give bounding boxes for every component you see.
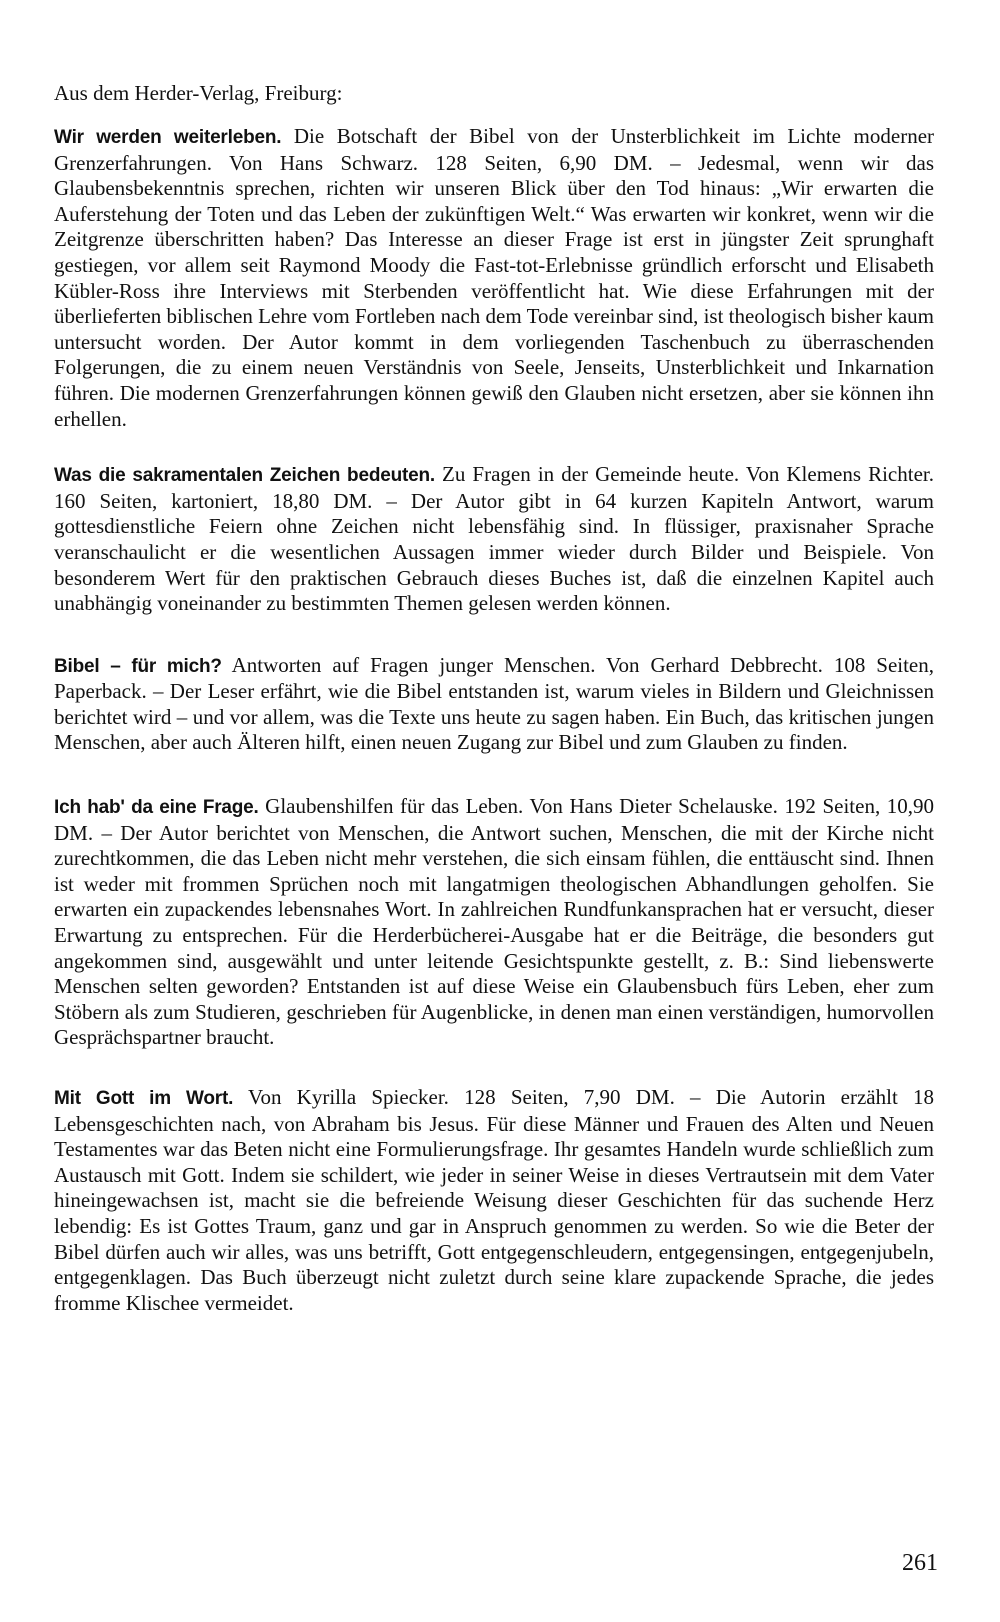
- book-description: Die Botschaft der Bibel von der Unsterblichkeit im Lichte moderner Grenzerfahrungen. Von Hans Schwarz. 128 Seiten, 6,90 DM. – Jedesmal, wenn wir das Glaubensbekenntnis sprechen, richten wir unseren Blick über den Tod hinaus: „Wir erwarten die Auferstehung der Toten und das Leben der zukünftigen Welt.“ Was erwarten wir konkret, wenn wir die Zeitgrenze überschritten haben? Das Interesse an dieser Frage ist erst in jüngster Zeit sprunghaft gestiegen, vor allem seit Raymond Moody die Fast-tot-Erlebnisse gründlich erforscht und Elisabeth Kübler-Ross ihre Interviews mit Sterbenden veröffentlicht hat. Wie diese Erfahrungen mit der überlieferten biblischen Lehre vom Fortleben nach dem Tode vereinbar sind, ist theologisch bisher kaum untersucht worden. Der Autor kommt in dem vorliegenden Taschenbuch zu überraschenden Folgerungen, die zu einem neuen Verständnis von Seele, Jenseits, Unsterblichkeit und Inkarnation führen. Die modernen Grenzerfahrungen können gewiß den Glauben nicht ersetzen, aber sie können ihn erhellen.: [54, 124, 935, 431]
- book-title: Mit Gott im Wort.: [54, 1088, 234, 1109]
- book-title: Bibel – für mich?: [54, 655, 222, 677]
- book-entry: [54, 462, 934, 617]
- book-description: Von Kyrilla Spiecker. 128 Seiten, 7,90 DM. – Die Autorin erzählt 18 Lebensgeschichten nach, von Abraham bis Jesus. Für diese Männer und Frauen des Alten und Neuen Testamentes war das Beten nicht eine Formulierungsfrage. Ihr gesamtes Handeln wurde schließlich zum Austausch mit Gott. Indem sie schildert, wie jeder in seiner Weise in dieses Vertrautsein mit dem Vater hineingewachsen ist, macht sie die befreiende Weisung dieser Geschichten für das suchende Herz lebendig: Es ist Gottes Traum, ganz und gar in Anspruch genommen zu werden. So wie die Beter der Bibel dürfen auch wir alles, was uns betrifft, Gott entgegenschleudern, entgegensingen, entgegenjubeln, entgegenklagen. Das Buch überzeugt nicht zuletzt durch seine klare zupackende Sprache, die jedes fromme Klischee vermeidet.: [54, 1085, 934, 1315]
- book-entry: [54, 653, 934, 756]
- book-title: Ich hab' da eine Frage.: [54, 797, 259, 819]
- book-entry: [54, 1085, 934, 1316]
- publisher-header: Aus dem Herder-Verlag, Freiburg:: [54, 81, 343, 105]
- book-description: Zu Fragen in der Gemeinde heute. Von Klemens Richter. 160 Seiten, kartoniert, 18,80 DM. – Der Autor gibt in 64 kurzen Kapiteln Antwort, warum gottesdienstliche Feiern ohne Zeichen nicht lebensfähig sind. In flüssiger, praxisnaher Sprache veranschaulicht er die wesentlichen Aussagen immer wieder durch Bilder und Beispiele. Von besonderem Wert für den praktischen Gebrauch dieses Buches ist, daß die einzelnen Kapitel auch unabhängig voneinander zu bestimmten Themen gelesen werden können.: [54, 462, 934, 616]
- book-title: Was die sakramentalen Zeichen bedeuten.: [54, 465, 435, 487]
- book-entry: [54, 794, 934, 1051]
- page-number: 261: [902, 1550, 938, 1576]
- book-description: Antworten auf Fragen junger Menschen. Von Gerhard Debbrecht. 108 Seiten, Paperback. – Der Leser erfährt, wie die Bibel entstanden ist, warum vieles in Bildern und Gleichnissen berichtet wird – und vor allem, was die Texte uns heute zu sagen haben. Ein Buch, das kritischen jungen Menschen, aber auch Älteren hilft, einen neuen Zugang zur Bibel und zum Glauben zu finden.: [54, 652, 935, 755]
- document-page: [54, 80, 934, 1316]
- book-description: Glaubenshilfen für das Leben. Von Hans Dieter Schelauske. 192 Seiten, 10,90 DM. – Der Autor berichtet von Menschen, die Antwort suchen, Menschen, die mit der Kirche nicht zurechtkommen, die das Leben nicht mehr verstehen, die sich einsam fühlen, die enttäuscht sind. Ihnen ist weder mit frommen Sprüchen noch mit langatmigen theologischen Abhandlungen geholfen. Sie erwarten ein zupackendes lebensnahes Wort. In zahlreichen Rundfunkansprachen hat er versucht, dieser Erwartung zu entsprechen. Für die Herderbücherei-Ausgabe hat er die Beiträge, die besonders gut angekommen sind, ausgewählt und unter leitende Gesichtspunkte gestellt, z. B.: Sind liebenswerte Menschen selten geworden? Entstanden ist auf diese Weise ein Glaubensbuch fürs Leben, eher zum Stöbern als zum Studieren, geschrieben für Augenblicke, in denen man einen verständigen, humorvollen Gesprächspartner braucht.: [54, 794, 934, 1050]
- book-entry: [54, 124, 934, 432]
- book-title: Wir werden weiterleben.: [54, 127, 282, 148]
